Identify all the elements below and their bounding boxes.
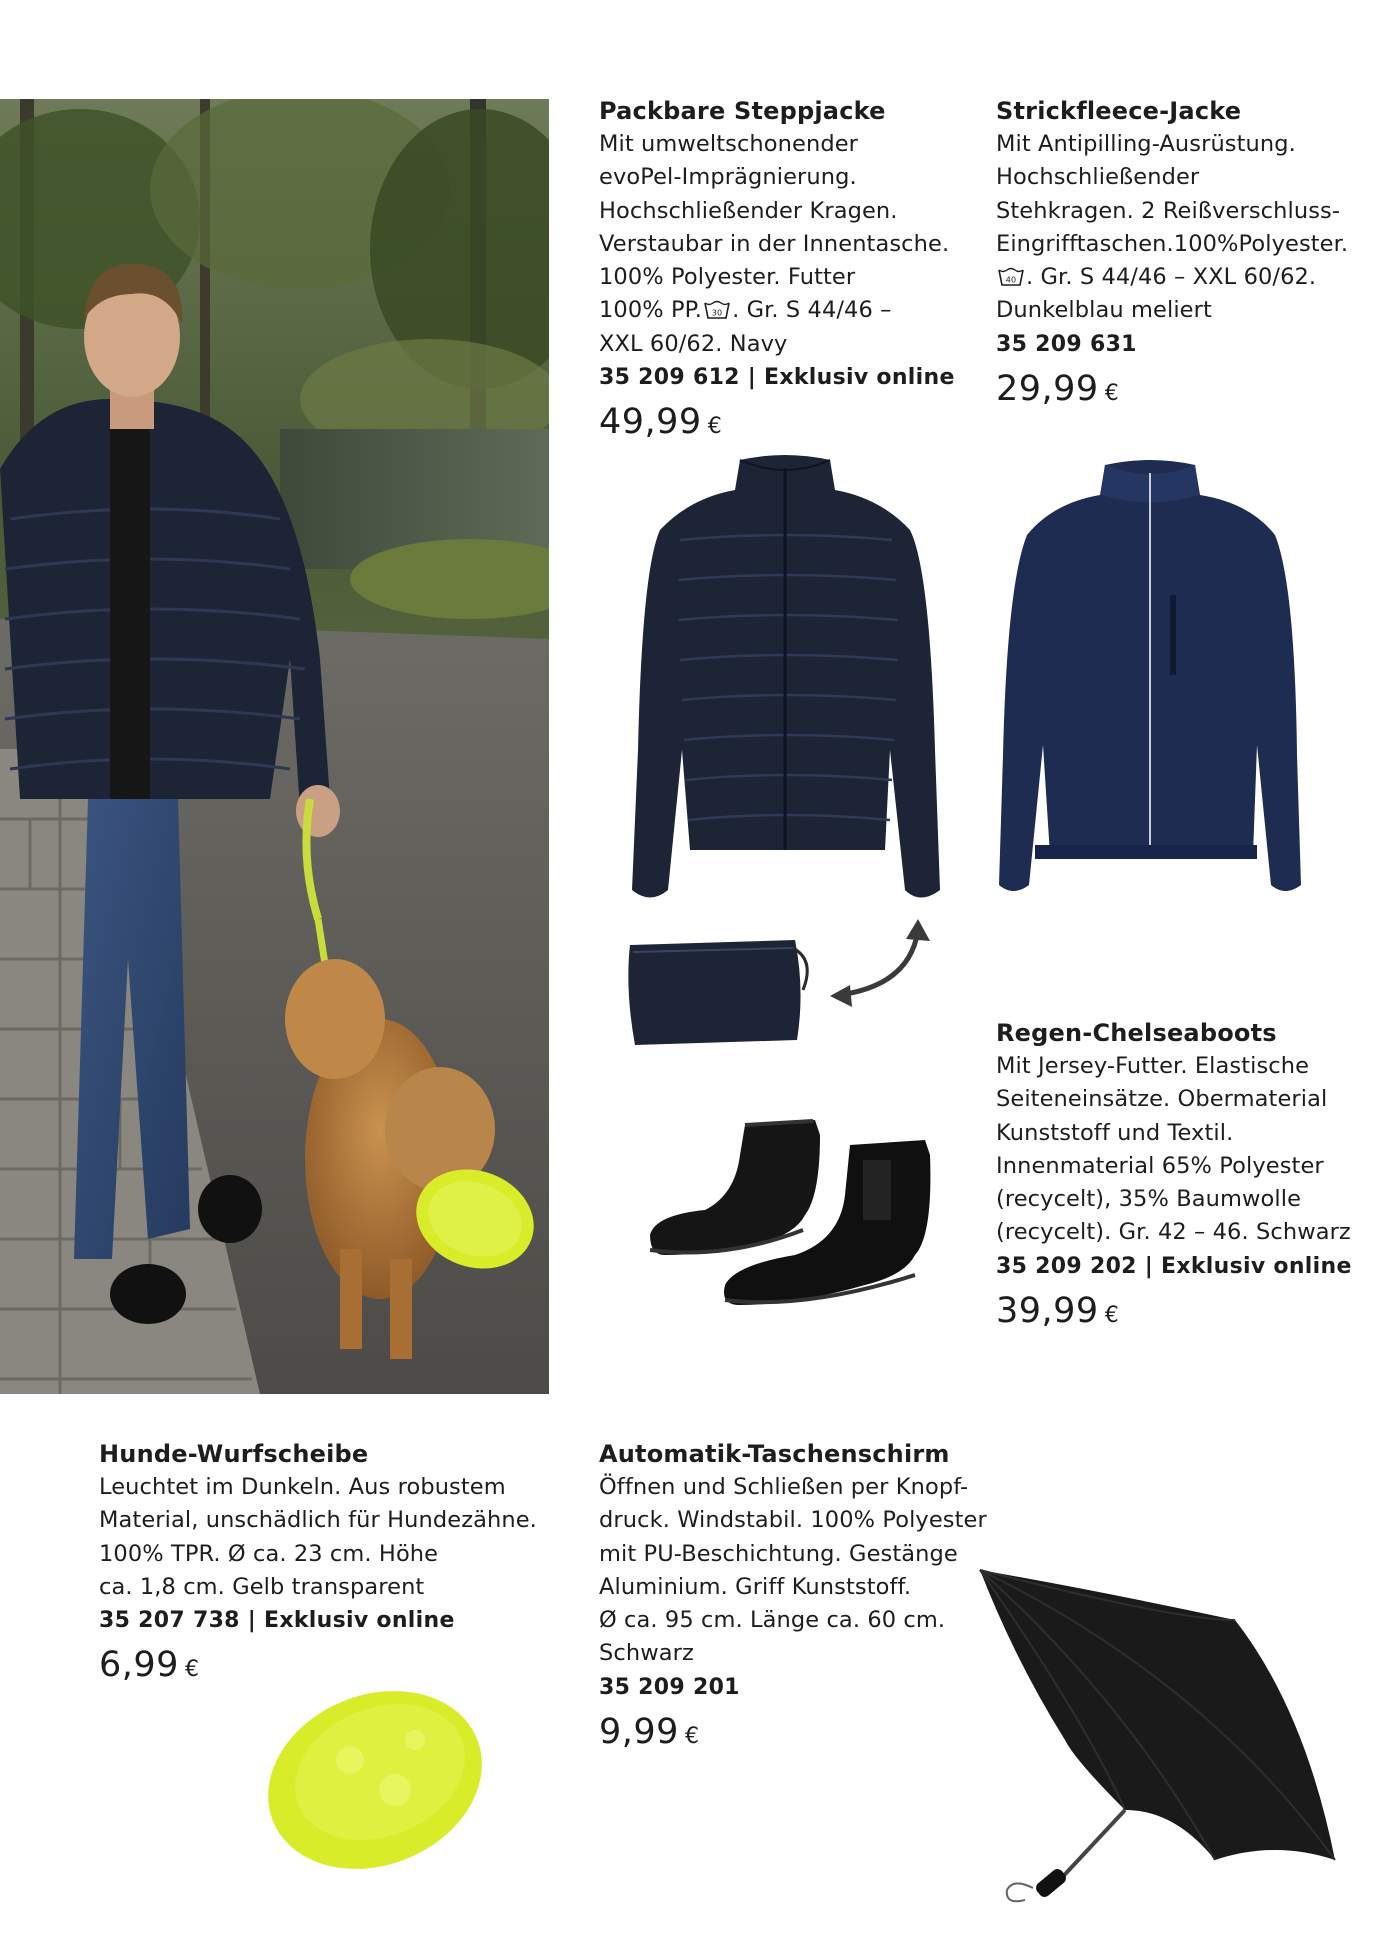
product-title: Regen-Chelseaboots (996, 1019, 1277, 1047)
price-value: 29,99 (996, 368, 1099, 409)
price (599, 1712, 999, 1757)
article-number: 35 209 201 (599, 1674, 740, 1700)
price-value: 39,99 (996, 1290, 1099, 1331)
currency: € (1104, 1302, 1120, 1328)
hero-photo (0, 99, 549, 1394)
article-number: 35 209 202 | Exklusiv online (996, 1253, 1352, 1279)
article-number: 35 209 612 | Exklusiv online (599, 365, 955, 391)
packable-pouch-image (625, 930, 815, 1050)
folding-umbrella-image (975, 1560, 1345, 1925)
description-text-2: . Gr. S 44/46 – XXL 60/62. Navy (599, 297, 892, 357)
description-text: Mit Antipilling-Ausrüstung. Hochschließender Stehkragen. 2 Reißverschluss- Eingrifftaschen.100%Polyester. (996, 131, 1349, 257)
product-title: Automatik-Taschenschirm (599, 1440, 950, 1468)
knit-fleece-jacket-image (995, 455, 1305, 895)
rain-chelsea-boots-image (645, 1115, 945, 1320)
product-description (599, 128, 969, 361)
product-title: Packbare Steppjacke (599, 97, 886, 125)
wash-30-icon (704, 300, 730, 320)
product-description: Öffnen und Schließen per Knopf- druck. Windstabil. 100% Polyester mit PU-Beschichtung. Gestänge Aluminium. Griff Kunststoff. Ø ca. 95 cm. Länge ca. 60 cm. Schwarz (599, 1474, 987, 1667)
navy-puffer-jacket-image (620, 450, 950, 905)
man-walking-dog-photo (0, 99, 549, 1394)
curved-double-arrow-icon (830, 915, 940, 1010)
price (996, 369, 1356, 414)
product-description: Leuchtet im Dunkeln. Aus robustem Material, unschädlich für Hundezähne. 100% TPR. Ø ca. 23 cm. Höhe ca. 1,8 cm. Gelb transparent (99, 1474, 537, 1600)
product-title: Strickfleece-Jacke (996, 97, 1242, 125)
product-schirm (599, 1438, 999, 1757)
currency: € (684, 1723, 700, 1749)
product-strickfleece (996, 95, 1356, 414)
article-number: 35 207 738 | Exklusiv online (99, 1608, 455, 1634)
wash-40-icon (998, 267, 1024, 287)
currency: € (707, 414, 723, 440)
product-description: Mit Jersey-Futter. Elastische Seiteneinsätze. Obermaterial Kunststoff und Textil. Innenmaterial 65% Polyester (recycelt), 35% Baumwolle (recycelt). Gr. 42 – 46. Schwarz (996, 1053, 1351, 1246)
currency: € (184, 1657, 200, 1683)
price-value: 49,99 (599, 402, 702, 443)
product-steppjacke (599, 95, 969, 447)
svg-text:40: 40 (1005, 275, 1017, 285)
article-number: 35 209 631 (996, 331, 1137, 357)
product-description (996, 128, 1356, 328)
product-title: Hunde-Wurfscheibe (99, 1440, 369, 1468)
price-value: 6,99 (99, 1645, 179, 1686)
yellow-frisbee-image (255, 1680, 495, 1880)
price (599, 402, 969, 447)
svg-text:30: 30 (711, 308, 723, 318)
description-text-2: . Gr. S 44/46 – XXL 60/62. Dunkelblau meliert (996, 264, 1317, 324)
product-chelseaboots (996, 1017, 1366, 1336)
price (996, 1291, 1366, 1336)
description-text: Mit umweltschonender evoPel-Imprägnierung. Hochschließender Kragen. Verstaubar in der Innentasche. 100% Polyester. Futter 100% PP. (599, 131, 950, 324)
currency: € (1104, 380, 1120, 406)
product-wurfscheibe (99, 1438, 559, 1690)
price-value: 9,99 (599, 1711, 679, 1752)
